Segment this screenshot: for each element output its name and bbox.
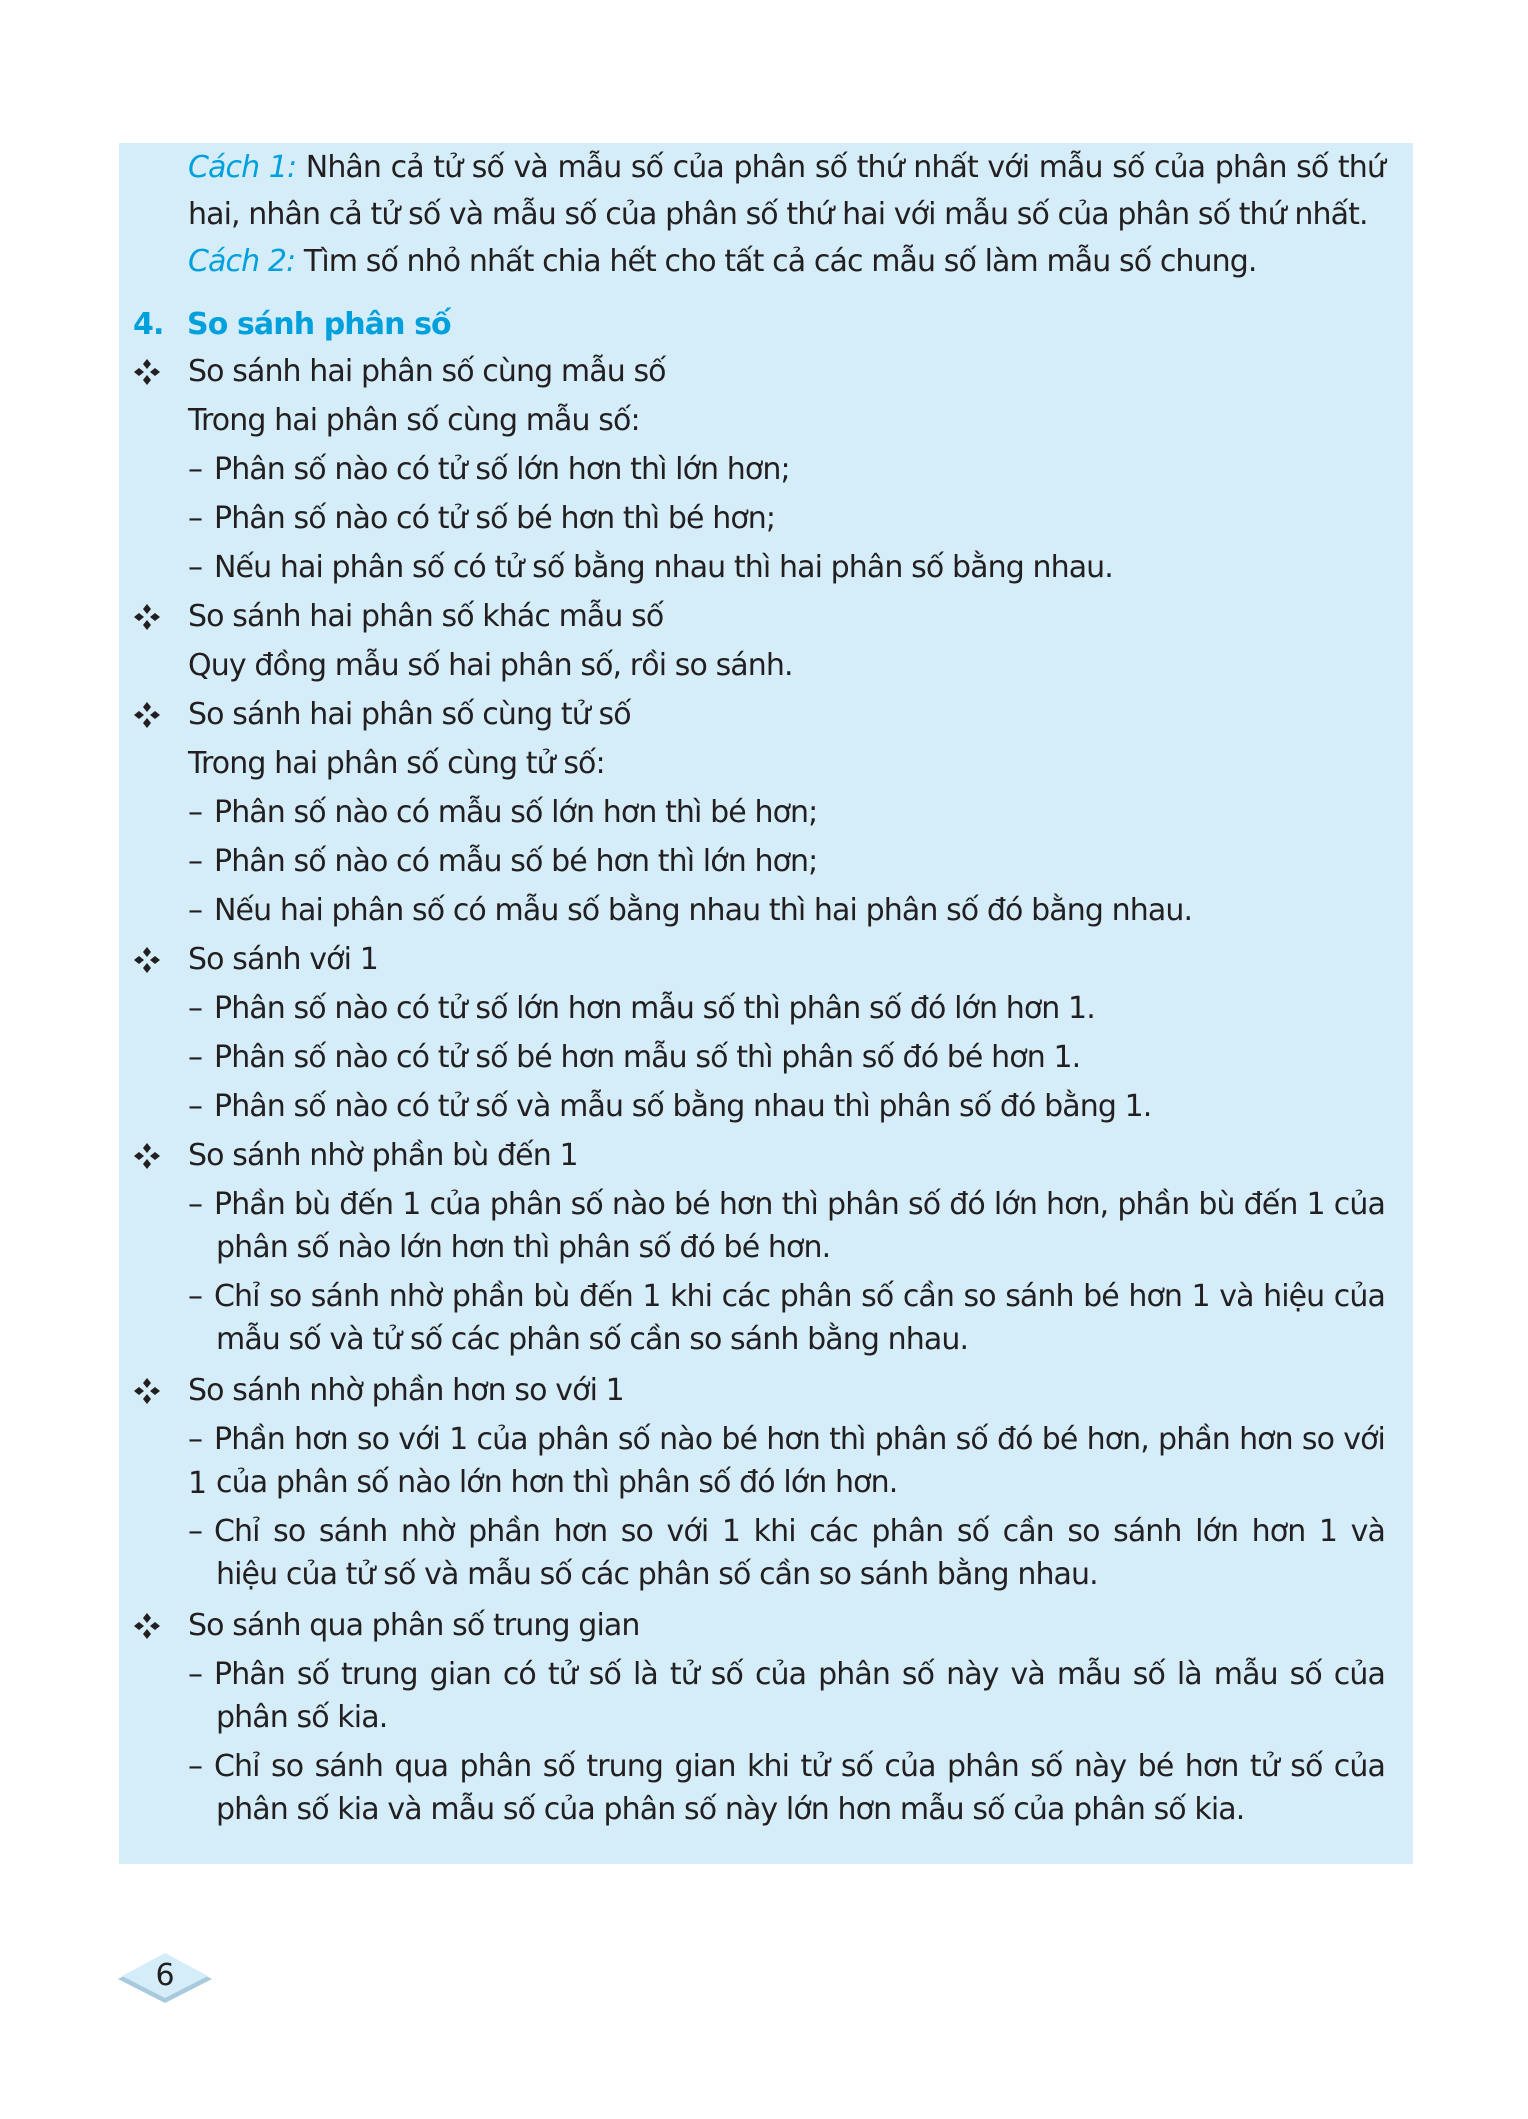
diamond-bullet-icon — [133, 1604, 163, 1648]
list-item: – Chỉ so sánh nhờ phần hơn so với 1 khi các phân số cần so sánh lớn hơn 1 và — [188, 1514, 1385, 1549]
method-2-text: Tìm số nhỏ nhất chia hết cho tất cả các mẫu số làm mẫu số chung. — [303, 244, 1257, 279]
list-item: – Phân số nào có tử số và mẫu số bằng nhau thì phân số đó bằng 1. — [188, 1089, 1152, 1124]
list-item: – Phân số nào có tử số bé hơn thì bé hơn; — [188, 501, 776, 536]
list-item: – Phân số nào có tử số lớn hơn mẫu số thì phân số đó lớn hơn 1. — [188, 991, 1095, 1026]
list-item: – Phần bù đến 1 của phân số nào bé hơn thì phân số đó lớn hơn, phần bù đến 1 của — [188, 1187, 1385, 1222]
diamond-bullet-icon — [133, 938, 163, 982]
list-item-continuation: hiệu của tử số và mẫu số các phân số cần so sánh bằng nhau. — [216, 1557, 1098, 1592]
method-1-label: Cách 1: — [188, 150, 297, 185]
method-1-line-1 — [188, 146, 1385, 190]
section-title: So sánh phân số — [187, 307, 451, 342]
list-item: – Nếu hai phân số có mẫu số bằng nhau thì hai phân số đó bằng nhau. — [188, 893, 1193, 928]
list-item: – Phân số nào có mẫu số lớn hơn thì bé hơn; — [188, 795, 818, 830]
list-item: – Phân số nào có tử số bé hơn mẫu số thì phân số đó bé hơn 1. — [188, 1040, 1081, 1075]
list-item-continuation: mẫu số và tử số các phân số cần so sánh bằng nhau. — [216, 1322, 969, 1357]
group-intro: Trong hai phân số cùng tử số: — [188, 746, 605, 781]
method-2-line — [188, 240, 1257, 284]
list-item-continuation: phân số kia và mẫu số của phân số này lớn hơn mẫu số của phân số kia. — [216, 1792, 1245, 1827]
list-item: – Phân số nào có mẫu số bé hơn thì lớn hơn; — [188, 844, 818, 879]
list-item-continuation: phân số nào lớn hơn thì phân số đó bé hơn. — [216, 1230, 831, 1265]
group-title: So sánh hai phân số khác mẫu số — [188, 599, 664, 634]
list-item: – Phân số nào có tử số lớn hơn thì lớn hơn; — [188, 452, 790, 487]
method-1-text: Nhân cả tử số và mẫu số của phân số thứ nhất với mẫu số của phân số thứ — [305, 150, 1385, 185]
list-item: – Phân số trung gian có tử số là tử số của phân số này và mẫu số là mẫu số của — [188, 1657, 1385, 1692]
list-item: – Chỉ so sánh nhờ phần bù đến 1 khi các phân số cần so sánh bé hơn 1 và hiệu của — [188, 1279, 1385, 1314]
group-title: So sánh qua phân số trung gian — [188, 1608, 640, 1643]
method-2-label: Cách 2: — [188, 244, 296, 279]
group-title: So sánh nhờ phần hơn so với 1 — [188, 1373, 624, 1408]
group-title: So sánh hai phân số cùng mẫu số — [188, 354, 666, 389]
list-item: – Chỉ so sánh qua phân số trung gian khi tử số của phân số này bé hơn tử số của — [188, 1749, 1385, 1784]
diamond-bullet-icon — [133, 1134, 163, 1178]
list-item-continuation: phân số kia. — [216, 1700, 388, 1735]
method-1-line-2: hai, nhân cả tử số và mẫu số của phân số thứ hai với mẫu số của phân số thứ nhất. — [188, 197, 1368, 232]
page-number: 6 — [155, 1958, 175, 1993]
group-intro: Quy đồng mẫu số hai phân số, rồi so sánh. — [188, 648, 793, 683]
group-title: So sánh nhờ phần bù đến 1 — [188, 1138, 578, 1173]
section-heading — [133, 303, 451, 347]
page-number-badge — [116, 1950, 214, 2004]
diamond-bullet-icon — [133, 1369, 163, 1413]
diamond-bullet-icon — [133, 595, 163, 639]
list-item-continuation: của phân số nào lớn hơn thì phân số đó lớn hơn. — [216, 1465, 898, 1500]
group-title: So sánh hai phân số cùng tử số — [188, 697, 631, 732]
list-item: – Phần hơn so với 1 của phân số nào bé hơn thì phân số đó bé hơn, phần hơn so với 1 — [188, 1422, 1385, 1501]
diamond-bullet-icon — [133, 693, 163, 737]
group-title: So sánh với 1 — [188, 942, 378, 977]
diamond-bullet-icon — [133, 350, 163, 394]
content-panel — [119, 143, 1413, 1864]
list-item: – Nếu hai phân số có tử số bằng nhau thì hai phân số bằng nhau. — [188, 550, 1113, 585]
section-number: 4. — [133, 307, 164, 342]
group-intro: Trong hai phân số cùng mẫu số: — [188, 403, 640, 438]
